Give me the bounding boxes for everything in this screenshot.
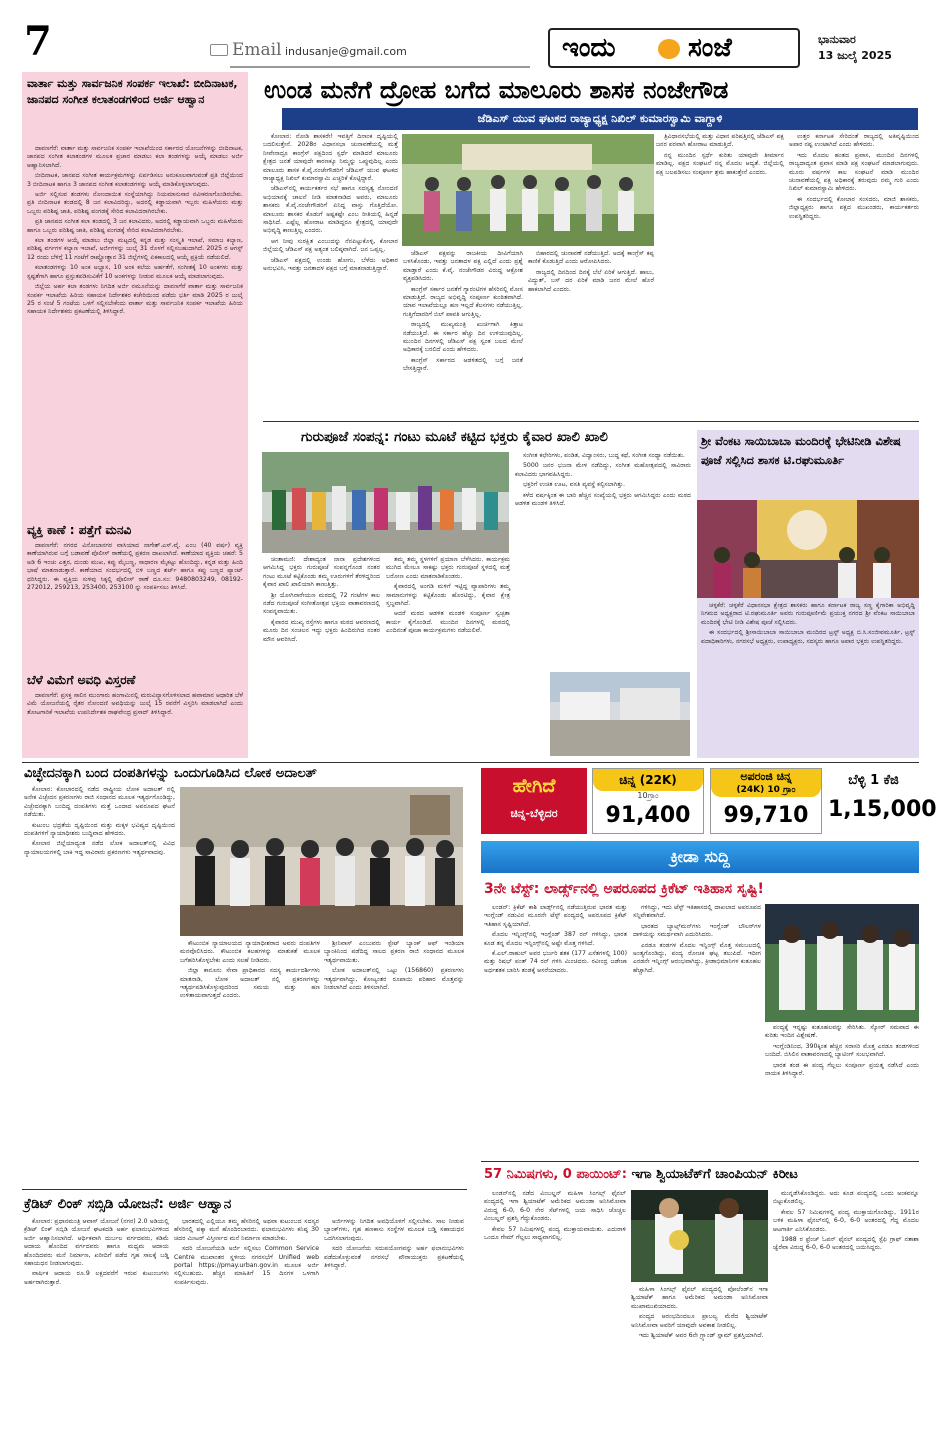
credit-col-2 (174, 1218, 319, 1440)
paragraph: ಕೌಟುಂಬಿಕ ನ್ಯಾಯಾಲಯದ ನ್ಯಾಯಾಧೀಶರಾದ ಅವರು ದಂಪತಿಗಳ ಮನವೊಲಿಸಿದರು. ಕೌಟುಂಬಿಕ ಕಲಹಗಳನ್ನು ಮಾತುಕತೆ ಮೂಲಕ ಬಗೆಹರಿಸಿಕೊಳ್ಳಬೇಕು ಎಂದು ಸಲಹೆ ನೀಡಿದರು. (180, 940, 320, 964)
notice1-title: ವಾರ್ತಾ ಮತ್ತು ಸಾರ್ವಜನಿಕ ಸಂಪರ್ಕ ಇಲಾಖೆ: ಬೀದಿನಾಟಕ, ಜಾನಪದ ಸಂಗೀತ ಕಲಾತಂಡಗಳಿಂದ ಅರ್ಜಿ ಆಹ್ವಾನ (27, 77, 238, 106)
temple-photo (697, 500, 919, 598)
lead-subtitle-bar (282, 108, 918, 130)
email-icon (210, 44, 228, 56)
page-number: 7 (24, 18, 52, 65)
paragraph: ಜಿಲ್ಲೆಯ ಅರ್ಹ ಕಲಾ ತಂಡಗಳು ನಿಗದಿತ ಅರ್ಜಿ ನಮೂನೆಯನ್ನು ದಾವಣಗೆರೆ ವಾರ್ತಾ ಮತ್ತು ಸಾರ್ವಜನಿಕ ಸಂಪರ್ಕ ಇಲಾಖೆಯ ಹಿರಿಯ ಸಹಾಯಕ ನಿರ್ದೇಶಕರ ಕಚೇರಿಯಿಂದ ಪಡೆದು ಭರ್ತಿ ಮಾಡಿ 2025 ರ ಜುಲೈ 25 ರ ಸಂಜೆ 5 ಗಂಟೆಯ ಒಳಗೆ ಸಲ್ಲಿಸಬೇಕೆಂದು ವಾರ್ತಾ ಮತ್ತು ಸಾರ್ವಜನಿಕ ಸಂಪರ್ಕ ಇಲಾಖೆಯ ಹಿರಿಯ ಸಹಾಯಕ ನಿರ್ದೇಶಕರು ಪ್ರಕಟಣೆಯಲ್ಲಿ ತಿಳಿಸಿದ್ದಾರೆ. (27, 283, 243, 316)
gold-22k-value: 91,400 (605, 803, 691, 828)
paragraph: ಸದರಿ ಯೋಜನೆಯಡಿ ಅರ್ಜಿ ಸಲ್ಲಿಸಲು Common Service Centre ಮುಖಾಂತರ ಸ್ಥಳೀಯ ನಗರಸಭೆಗೆ Unified web portal https://pmay.urban.gov.in ಮೂಲಕ ಅರ್ಜಿ ಸಲ್ಲಿಸಬಹುದು. ಹೆಚ್ಚಿನ ಮಾಹಿತಿಗೆ 15 ದಿನಗಳ ಒಳಗಾಗಿ ಸಂಪರ್ಕಿಸುವುದು. (174, 1245, 319, 1286)
paragraph: ವಾರ್ಷಿಕ ಆದಾಯ ರೂ.9 ಲಕ್ಷದವರೆಗೆ ಇರುವ ಕುಟುಂಬಗಳು ಅರ್ಹರಾಗಿರುತ್ತಾರೆ. (24, 1270, 169, 1286)
section-divider (22, 1189, 467, 1190)
gold-24k-sub: (24K) 10 ಗ್ರಾಂ (736, 785, 796, 795)
paragraph: ಆದರೆ ಮಠದ ಆಡಳಿತ ಮಂಡಳಿ ಸಂಪೂರ್ಣ ಸ್ವಚ್ಛತಾ ಕಾರ್ಯ ಕೈಗೊಂಡಿದೆ. ಮುಂದಿನ ದಿನಗಳಲ್ಲಿ ಮಠದಲ್ಲಿ ಎಂದಿನಂತೆ ಪೂಜಾ ಕಾರ್ಯಕ್ರಮಗಳು ನಡೆಯಲಿವೆ. (386, 610, 510, 635)
email-address[interactable]: indusanje@gmail.com (285, 45, 407, 58)
temple-photo-graphic (697, 500, 919, 598)
swiatek-title-rest: ಇಗಾ ಶ್ವಿಯಾಟೆಕ್‌ಗೆ ಚಾಂಪಿಯನ್ ಕಿರೀಟ (631, 1167, 798, 1182)
guru-title: ಗುರುಪೂಜೆ ಸಂಪನ್ನ: ಗಂಟು ಮೂಟೆ ಕಟ್ಟಿದ ಭಕ್ತರು ಕೈವಾರ ಖಾಲಿ ಖಾಲಿ (301, 429, 608, 445)
paragraph: ಸದರಿ ಯೋಜನೆಯ ಸದುಪಯೋಗವನ್ನು ಅರ್ಹ ಫಲಾನುಭವಿಗಳು ಪಡೆದುಕೊಳ್ಳುವಂತೆ ನಗರಸಭೆ ಪೌರಾಯುಕ್ತರು ಪ್ರಕಟಣೆಯಲ್ಲಿ ತಿಳಿಸಿದ್ದಾರೆ. (324, 1245, 464, 1270)
paragraph: ಗಳಿಸಿದ್ದು, ಇದು ಟೆಸ್ಟ್ ಇತಿಹಾಸದಲ್ಲಿ ದಾಖಲಾದ ಅಪರೂಪದ ಸನ್ನಿವೇಶವಾಗಿದೆ. (633, 904, 761, 920)
paragraph: ಆಗ ನೀವು ಸುರಕ್ಷಿತ ಎಂಬುದನ್ನು ನೆನಪಿಟ್ಟುಕೊಳ್ಳಿ, ಕೋಲಾರ ಜಿಲ್ಲೆಯಲ್ಲಿ ಜೆಡಿಎಸ್ ಪಕ್ಷ ಅತ್ಯಂತ ಬಲಿಷ್ಠವಾಗಿದೆ. ಜನ ಒಪ್ಪಲ್ಲ. (263, 237, 398, 254)
crop-body (27, 692, 243, 754)
notice1-body (27, 145, 243, 513)
paragraph: ಕೋಲಾರ: ಪ್ರಧಾನಮಂತ್ರಿ ಆವಾಸ್ ಯೋಜನೆ (ನಗರ) 2.0 ಅಡಿಯಲ್ಲಿ ಕ್ರೆಡಿಟ್ ಲಿಂಕ್ ಸಬ್ಸಿಡಿ ಯೋಜನೆ ಘಟಕದಡಿ ಅರ್ಹ ಫಲಾನುಭವಿಗಳಿಂದ ಅರ್ಜಿ ಆಹ್ವಾನಿಸಲಾಗಿದೆ. ಆರ್ಥಿಕವಾಗಿ ದುರ್ಬಲ ವರ್ಗದವರು, ಕಡಿಮೆ ಆದಾಯ ಹೊಂದಿದ ವರ್ಗದವರು ಹಾಗೂ ಮಧ್ಯಮ ಆದಾಯ ಹೊಂದಿದವರು ಮನೆ ನಿರ್ಮಾಣ, ಖರೀದಿಗೆ ಪಡೆದ ಗೃಹ ಸಾಲಕ್ಕೆ ಬಡ್ಡಿ ಸಹಾಯಧನ ನೀಡಲಾಗುವುದು. (24, 1218, 169, 1268)
day: ಭಾನುವಾರ (818, 33, 856, 46)
guru-col-2 (386, 556, 510, 756)
paragraph: ಕಾಂಗ್ರೆಸ್ ಸರ್ಕಾರ ಜನತೆಗೆ ಗ್ಯಾರಂಟಿಗಳ ಹೆಸರಿನಲ್ಲಿ ಮೋಸ ಮಾಡುತ್ತಿದೆ. ರಾಜ್ಯದ ಅಭಿವೃದ್ಧಿ ಸಂಪೂರ್ಣ ಕುಂಠಿತವಾಗಿದೆ. ಯಾವ ಇಲಾಖೆಯಲ್ಲೂ ಹಣ ಇಲ್ಲದೆ ಕೆಲಸಗಳು ನಡೆಯುತ್ತಿಲ್ಲ. ಗುತ್ತಿಗೆದಾರರಿಗೆ ಬಿಲ್ ಪಾವತಿ ಆಗುತ್ತಿಲ್ಲ. (403, 285, 523, 318)
paragraph: ಎರಡೂ ತಂಡಗಳ ಮೊದಲ ಇನ್ನಿಂಗ್ಸ್ ಮೊತ್ತ ಸಮಬಲದಲ್ಲಿ ಅಂತ್ಯಗೊಂಡಿದ್ದು, ಪಂದ್ಯ ರೋಚಕ ಘಟ್ಟ ತಲುಪಿದೆ. ಇದೀಗ ಎರಡನೇ ಇನ್ನಿಂಗ್ಸ್ ಆರಂಭವಾಗಿದ್ದು, ಕ್ರೀಡಾಭಿಮಾನಿಗಳ ಕುತೂಹಲ ಹೆಚ್ಚಾಗಿದೆ. (633, 941, 761, 974)
adalat-col-1 (24, 786, 175, 1186)
swiatek-title (484, 1164, 920, 1186)
paragraph: ಇದು ಮೊದಲ ಹಂತದ ಪ್ರವಾಸ, ಮುಂದಿನ ದಿನಗಳಲ್ಲಿ ರಾಜ್ಯದಾದ್ಯಂತ ಪ್ರವಾಸ ಮಾಡಿ ಪಕ್ಷ ಸಂಘಟನೆ ಮಾಡಲಾಗುವುದು. ಮೂರು ವರ್ಷಗಳ ಕಾಲ ಸಂಘಟನೆ ಮಾಡಿ ಮುಂದಿನ ಚುನಾವಣೆಯಲ್ಲಿ ಪಕ್ಷ ಅಧಿಕಾರಕ್ಕೆ ತರುವುದು ನಮ್ಮ ಗುರಿ ಎಂದು ನಿಖಿಲ್ ಕುಮಾರಸ್ವಾಮಿ ಹೇಳಿದರು. (789, 151, 919, 193)
paragraph: ಜೆಡಿಎಸ್‌ನಲ್ಲಿ ಕಾರ್ಯಕರ್ತರ ಸಭೆ ಹಾಗೂ ಸದಸ್ಯತ್ವ ನೋಂದಣಿ ಅಭಿಯಾನಕ್ಕೆ ಚಾಲನೆ ನೀಡಿ ಮಾತನಾಡಿದ ಅವರು, ಮಾಲೂರು ಶಾಸಕರು ಕೆ.ವೈ.ನಂಜೇಗೌಡರಿಗೆ ಏನಿದ್ದ ವಾಸ್ತು ಗೊತ್ತಿದೆಯೋ. ಮಾಲೂರು ಶಾಸಕರ ಕೊಡುಗೆ ಅಷ್ಟಕಷ್ಟೇ ಎಂಬ ರೀತಿಯಲ್ಲಿ ಹಿನ್ನಡೆ ಸಾಧಿಸಿದೆ. ಎಷ್ಟೆಲ್ಲ ಹೋರಾಟ ಮಾಡಿದ್ದರೂ ಕ್ಷೇತ್ರದಲ್ಲಿ ಯಾವುದೇ ಅಭಿವೃದ್ಧಿ ಕಾಣುತ್ತಿಲ್ಲ ಎಂದರು. (263, 185, 398, 235)
missing-body (27, 542, 243, 666)
paragraph: ಅರ್ಜಿ ಸಲ್ಲಿಸುವ ತಂಡಗಳು ನೋಂದಾಯಿತ ಸಂಸ್ಥೆಯಾಗಿದ್ದು ನಿಯಮಾನುಸಾರ ನವೀಕರಣಗೊಂಡಿರಬೇಕು. ಪ್ರತಿ ಬೀದಿನಾಟಕ ತಂಡದಲ್ಲಿ 8 ಜನ ಕಲಾವಿದರಿದ್ದು, ಅದರಲ್ಲಿ ಕಡ್ಡಾಯವಾಗಿ ಇಬ್ಬರು ಮಹಿಳೆಯರು ಮತ್ತು ಒಬ್ಬರು ಪರಿಶಿಷ್ಟ ಜಾತಿ, ಪರಿಶಿಷ್ಟ ಪಂಗಡಕ್ಕೆ ಸೇರಿದ ಕಲಾವಿದರಾಗಿರಬೇಕು. (27, 191, 243, 215)
gold-label (481, 768, 587, 834)
gold-label-bottom: ಚಿನ್ನ-ಬೆಳ್ಳಿದರ (510, 807, 558, 820)
tennis-photo (631, 1190, 768, 1282)
paragraph: ಚಿಂತಾಮಣಿ: ದೇಶಾದ್ಯಂತ ನಾನಾ ಪ್ರದೇಶಗಳಿಂದ ಆಗಮಿಸಿದ್ದ ಭಕ್ತರು ಗುರುಪೂಜೆ ಸಂಪನ್ನಗೊಂಡ ನಂತರ ಗಂಟು ಮೂಟೆ ಕಟ್ಟಿಕೊಂಡು ತಮ್ಮ ಊರುಗಳಿಗೆ ತೆರಳಿದ್ದರಿಂದ ಕೈವಾರ ಖಾಲಿ ಖಾಲಿಯಾಗಿ ಕಾಣುತ್ತಿತ್ತು. (263, 556, 380, 589)
paragraph: ಲಂಡನ್: ಕ್ರಿಕೆಟ್ ಕಾಶಿ ಲಾರ್ಡ್ಸ್‌ನಲ್ಲಿ ನಡೆಯುತ್ತಿರುವ ಭಾರತ ಮತ್ತು ಇಂಗ್ಲೆಂಡ್ ನಡುವಿನ ಮೂರನೇ ಟೆಸ್ಟ್ ಪಂದ್ಯದಲ್ಲಿ ಅಪರೂಪದ ಕ್ರಿಕೆಟ್ ಇತಿಹಾಸ ಸೃಷ್ಟಿಯಾಗಿದೆ. (484, 904, 627, 928)
section-divider (263, 421, 919, 422)
guru-col-1 (263, 556, 380, 756)
paragraph: ಭಕ್ತರಿಗೆ ಉಚಿತ ಊಟ, ವಸತಿ ವ್ಯವಸ್ಥೆ ಕಲ್ಪಿಸಲಾಗಿತ್ತು. (523, 481, 625, 489)
paragraph: ಉತ್ತರ ಕರ್ನಾಟಕ ಸೇರಿದಂತೆ ರಾಜ್ಯದಲ್ಲಿ ಅತಿವೃಷ್ಟಿಯಿಂದ ಅಪಾರ ನಷ್ಟ ಉಂಟಾಗಿದೆ ಎಂದು ಹೇಳಿದರು. (789, 133, 919, 149)
lead-col-3b (656, 133, 784, 415)
logo-text-right: ಸಂಜೆ (688, 33, 732, 63)
sports-title (484, 878, 920, 900)
paragraph: ಕಲಾತಂಡಗಳನ್ನು 10 ಅಂಕ ಅಭ್ಯಾಸ, 10 ಅಂಕ ಕಲೆಯ ಅರ್ಹತೆಗೆ, ಸಂಗೀತಕ್ಕೆ 10 ಅಂಕಗಳು ಮತ್ತು ಸ್ಪಷ್ಟತೆಗಾಗಿ ಹಾಗೂ ಪ್ರಸ್ತುತಪಡಿಸುವಿಕೆಗೆ 10 ಅಂಕಗಳನ್ನು ನೀಡುವ ಮೂಲಕ ಆಯ್ಕೆ ಮಾಡಲಾಗುವುದು. (27, 264, 243, 280)
lead-col-1 (263, 133, 398, 415)
guru-photo-2-graphic (550, 672, 690, 756)
lead-col-4 (789, 133, 919, 415)
swiatek-col-2 (631, 1286, 768, 1440)
adalat-photo (180, 787, 463, 936)
paragraph: ಕೋಲಾರ: ಕೋಲಾರದಲ್ಲಿ ನಡೆದ ರಾಷ್ಟ್ರೀಯ ಲೋಕ ಅದಾಲತ್ ನಲ್ಲಿ ಅನೇಕ ವಿಚ್ಛೇದನ ಪ್ರಕರಣಗಳು ರಾಜಿ ಸಂಧಾನದ ಮೂಲಕ ಇತ್ಯರ್ಥಗೊಂಡಿದ್ದು, ವಿಚ್ಛೇದನಕ್ಕಾಗಿ ಬಂದಿದ್ದ ದಂಪತಿಗಳು ಮತ್ತೆ ಒಂದಾದ ಅಪರೂಪದ ಘಟನೆ ನಡೆಯಿತು. (24, 786, 175, 819)
paragraph: ಕೋಲಾರ ಜಿಲ್ಲೆಯಾದ್ಯಂತ ನಡೆದ ಲೋಕ ಅದಾಲತ್‌ನಲ್ಲಿ ವಿವಿಧ ನ್ಯಾಯಾಲಯಗಳಲ್ಲಿ ಬಾಕಿ ಇದ್ದ ಸಾವಿರಾರು ಪ್ರಕರಣಗಳು ಇತ್ಯರ್ಥವಾದವು. (24, 840, 175, 856)
paragraph: ಅರ್ಜಿಗಳನ್ನು ನಿಗದಿತ ಅವಧಿಯೊಳಗೆ ಸಲ್ಲಿಸಬೇಕು. ಸಾಲ ನೀಡುವ ಬ್ಯಾಂಕ್‌ಗಳು, ಗೃಹ ಹಣಕಾಸು ಸಂಸ್ಥೆಗಳ ಮೂಲಕ ಬಡ್ಡಿ ಸಹಾಯಧನ ಒದಗಿಸಲಾಗುವುದು. (324, 1218, 464, 1242)
paragraph: ಪ್ರತಿ ಜಾನಪದ ಸಂಗೀತ ಕಲಾ ತಂಡದಲ್ಲಿ 3 ಜನ ಕಲಾವಿದರು, ಅದರಲ್ಲಿ ಕಡ್ಡಾಯವಾಗಿ ಒಬ್ಬರು ಮಹಿಳೆಯರು ಹಾಗೂ ಒಬ್ಬರು ಪರಿಶಿಷ್ಟ ಜಾತಿ, ಪರಿಶಿಷ್ಟ ಪಂಗಡಕ್ಕೆ ಸೇರಿದ ಕಲಾವಿದರಾಗಿರಬೇಕು. (27, 218, 243, 234)
paragraph: 5000 ಜನರ ಭಜನಾ ಮೇಳ ನಡೆದಿದ್ದು, ಸಂಗೀತ ಮಹೋತ್ಸವದಲ್ಲಿ ಸಾವಿರಾರು ಕಲಾವಿದರು ಭಾಗವಹಿಸಿದ್ದರು. (515, 462, 691, 478)
adalat-col-3 (324, 940, 464, 1186)
paragraph: ಕುಟುಂಬ ಭದ್ರತೆಯ ದೃಷ್ಟಿಯಿಂದ ಮತ್ತು ಮಕ್ಕಳ ಭವಿಷ್ಯದ ದೃಷ್ಟಿಯಿಂದ ದಂಪತಿಗಳಿಗೆ ನ್ಯಾಯಾಧೀಶರು ಬುದ್ಧಿವಾದ ಹೇಳಿದರು. (24, 821, 175, 838)
tennis-photo-graphic (631, 1190, 768, 1282)
sports-col-1 (484, 904, 627, 1157)
missing-title: ವ್ಯಕ್ತಿ ಕಾಣೆ : ಪತ್ತೆಗೆ ಮನವಿ (27, 523, 132, 537)
guru-photo-2 (550, 672, 690, 756)
email-label: Email (232, 40, 282, 60)
credit-col-1 (24, 1218, 169, 1440)
paragraph: ಶ್ರೀನಿವಾಸ್ ಎಂಬುವರು ಸ್ಟೇಟ್ ಬ್ಯಾಂಕ್ ಆಫ್ ಇಂಡಿಯಾ ಬ್ಯಾಂಕಿನಿಂದ ಪಡೆದಿದ್ದ ಸಾಲದ ಪ್ರಕರಣ ರಾಜಿ ಸಂಧಾನದ ಮೂಲಕ ಇತ್ಯರ್ಥವಾಯಿತು. (324, 940, 464, 964)
section-divider (22, 762, 919, 763)
sports-banner-text: ಕ್ರೀಡಾ ಸುದ್ದಿ (670, 847, 730, 866)
temple-body (701, 602, 915, 756)
silver-title: ಬೆಳ್ಳಿ 1 ಕೆಜಿ (848, 773, 899, 788)
gold-24k-title: ಅಪರಂಜಿ ಚಿನ್ನ (740, 770, 792, 783)
sports-title-prefix: 3ನೇ ಟೆಸ್ಟ್: (484, 881, 545, 897)
temple-title: ಶ್ರೀ ವೆಂಕಟ ಸಾಯಿಬಾಬಾ ಮಂದಿರಕ್ಕೆ ಭೇಟಿನೀಡಿ ವಿಶೇಷ ಪೂಜೆ ಸಲ್ಲಿಸಿದ ಶಾಸಕ ಟಿ.ರಘುಮೂರ್ತಿ (701, 434, 901, 467)
adalat-col-2 (180, 940, 320, 1186)
paragraph: ಇಂಗ್ಲೆಂಡಿನಿಂದ, 390ಕ್ಕಿಂತ ಹೆಚ್ಚಿನ ಸರಾಸರಿ ಮೊತ್ತ ಎರಡೂ ತಂಡಗಳಿಂದ ಬಂದಿದೆ. ಬಿಸಿಲಿನ ವಾತಾವರಣದಲ್ಲಿ ಬ್ಯಾಟಿಂಗ್ ಸುಲಭವಾಗಿದೆ. (765, 1042, 919, 1059)
swiatek-title-prefix: 57 ನಿಮಿಷಗಳು, 0 ಪಾಯಿಂಟ್: (484, 1167, 632, 1182)
guru-col-3 (515, 452, 691, 670)
credit-title: ಕ್ರೆಡಿಟ್ ಲಿಂಕ್ ಸಬ್ಸಿಡಿ ಯೋಜನೆ: ಅರ್ಜಿ ಆಹ್ವಾನ (24, 1196, 232, 1212)
paragraph: ದಾವಣಗೆರೆ: ಪ್ರಸಕ್ತ ಸಾಲಿನ ಮುಂಗಾರು ಹಂಗಾಮಿನಲ್ಲಿ ಮರುವಿನ್ಯಾಸಗೊಳಿಸಲಾದ ಹವಾಮಾನ ಆಧಾರಿತ ಬೆಳೆ ವಿಮೆ ಯೋಜನೆಯಲ್ಲಿ ರೈತರ ನೋಂದಣಿ ಅವಧಿಯನ್ನು ಜುಲೈ 15 ರವರೆಗೆ ವಿಸ್ತರಿಸಿ ಮಾಡಲಾಗಿದೆ ಎಂದು ತೋಟಗಾರಿಕೆ ಇಲಾಖೆಯ ಉಪನಿರ್ದೇಶಕ ರಾಘವೇಂದ್ರ ಪ್ರಸಾದ್ ತಿಳಿಸಿದ್ದಾರೆ. (27, 692, 243, 716)
adalat-photo-graphic (180, 787, 463, 936)
paragraph: ಪಂದ್ಯಕ್ಕೆ ಇನ್ನಷ್ಟು ಕುತೂಹಲವನ್ನು ಸೇರಿಸಿತು. ಸ್ಕೋರ್ ಸಮವಾದ ಈ ಕುರಿತು ಇಂದಿನ ವಿಶ್ಲೇಷಣೆ. (765, 1024, 919, 1040)
masthead-rule (230, 66, 530, 68)
paragraph: ಈ ಸಂದರ್ಭದಲ್ಲಿ ಕೋಲಾರ ಸಂಸದರು, ಮಾಜಿ ಶಾಸಕರು, ಜಿಲ್ಲಾಧ್ಯಕ್ಷರು ಹಾಗೂ ಪಕ್ಷದ ಮುಖಂಡರು, ಕಾರ್ಯಕರ್ತರು ಉಪಸ್ಥಿತರಿದ್ದರು. (789, 195, 919, 220)
paragraph: ಜೆಡಿಎಸ್ ಪಕ್ಷದಲ್ಲಿ ಉಂಡು ಹೋಗು, ಬೆಳೆದು ಅಧಿಕಾರ ಅನುಭವಿಸಿ, ಇವತ್ತು ಜನತಾದಳ ಪಕ್ಷದ ಬಗ್ಗೆ ಮಾತನಾಡುತ್ತಿದ್ದಾರೆ. (263, 256, 398, 273)
guru-photo (262, 452, 509, 553)
paragraph: ಜಿಲ್ಲಾ ಕಾನೂನು ಸೇವಾ ಪ್ರಾಧಿಕಾರದ ಸದಸ್ಯ ಕಾರ್ಯದರ್ಶಿಗಳು ಮಾತನಾಡಿ, ಲೋಕ ಅದಾಲತ್ ನಲ್ಲಿ ಪ್ರಕರಣಗಳನ್ನು ಇತ್ಯರ್ಥಪಡಿಸಿಕೊಳ್ಳುವುದರಿಂದ ಸಮಯ ಮತ್ತು ಹಣ ಉಳಿತಾಯವಾಗುತ್ತದೆ ಎಂದರು. (180, 967, 320, 1000)
paragraph: ಕೇವಲ 57 ನಿಮಿಷಗಳಲ್ಲಿ ಪಂದ್ಯ ಮುಕ್ತಾಯಗೊಂಡಿದ್ದು, 1911ರ ಬಳಿಕ ಮಹಿಳಾ ಫೈನಲ್‌ನಲ್ಲಿ 6-0, 6-0 ಅಂತರದಲ್ಲಿ ಗೆದ್ದ ಮೊದಲ ಆಟಗಾರ್ತಿ ಎನಿಸಿಕೊಂಡರು. (773, 1208, 919, 1233)
gold-22k-sub: 10ಗ್ರಾಂ (637, 791, 659, 800)
paragraph: ರಾಜ್ಯದಲ್ಲಿ ದಿನದಿಂದ ದಿನಕ್ಕೆ ಬೆಲೆ ಏರಿಕೆ ಆಗುತ್ತಿದೆ. ಹಾಲು, ವಿದ್ಯುತ್, ಬಸ್ ದರ ಏರಿಕೆ ಮಾಡಿ ಜನರ ಮೇಲೆ ಹೊರೆ ಹಾಕಲಾಗಿದೆ ಎಂದರು. (528, 268, 654, 293)
paragraph: ದಾವಣಗೆರೆ: ನಗರದ ವಿನೋಬಾನಗರ ವಾಸಿಯಾದ ನಾಗೇಶ್.ಎಸ್.ವೈ. ಎಂಬ (40 ವರ್ಷ) ವ್ಯಕ್ತಿ ಕಾಣೆಯಾಗಿರುವ ಬಗ್ಗೆ ಬಡಾವಣೆ ಪೊಲೀಸ್ ಠಾಣೆಯಲ್ಲಿ ಪ್ರಕರಣ ದಾಖಲಾಗಿದೆ. ಕಾಣೆಯಾದ ವ್ಯಕ್ತಿಯ ಚಹರೆ: 5 ಅಡಿ 6 ಇಂಚು ಎತ್ತರ, ದುಂಡು ಮುಖ, ಕಪ್ಪು ಮೈಬಣ್ಣ, ಸಾಧಾರಣ ಮೈಕಟ್ಟು ಹೊಂದಿದ್ದು, ಕನ್ನಡ ಮತ್ತು ಹಿಂದಿ ಭಾಷೆ ಮಾತನಾಡುತ್ತಾರೆ. ಕಾಣೆಯಾದ ಸಂದರ್ಭದಲ್ಲಿ ಬಿಳಿ ಬಣ್ಣದ ಶರ್ಟ್ ಹಾಗೂ ಕಪ್ಪು ಬಣ್ಣದ ಪ್ಯಾಂಟ್ ಧರಿಸಿದ್ದರು. ಈ ವ್ಯಕ್ತಿಯ ಸುಳಿವು ಸಿಕ್ಕಲ್ಲಿ ಪೊಲೀಸ್ ಠಾಣೆ ದೂ.ಸಂ: 9480803249, 08192-272012, 259213, 253400, 253100 ನ್ನು ಸಂಪರ್ಕಿಸಲು ತಿಳಿಸಿದೆ. (27, 542, 243, 592)
gold-24k-box (710, 768, 822, 834)
credit-col-3 (324, 1218, 464, 1440)
logo-text-left: ಇಂದು (562, 33, 616, 63)
silver-box (828, 768, 937, 834)
paragraph: ಇದು ಶ್ವಿಯಾಟೆಕ್ ಅವರ 6ನೇ ಗ್ರ್ಯಾಂಡ್ ಸ್ಲಾಮ್ ಪ್ರಶಸ್ತಿಯಾಗಿದೆ. (639, 1332, 764, 1340)
paragraph: ರಾಜ್ಯದಲ್ಲಿ ಮುಖ್ಯಮಂತ್ರಿ ಖುರ್ಚಿಗಾಗಿ ಕಿತ್ತಾಟ ನಡೆಯುತ್ತಿದೆ. ಈ ಸರ್ಕಾರ ಹೆಚ್ಚು ದಿನ ಉಳಿಯುವುದಿಲ್ಲ. ಮುಂದಿನ ದಿನಗಳಲ್ಲಿ ಜೆಡಿಎಸ್ ಪಕ್ಷ ಸ್ವಂತ ಬಲದ ಮೇಲೆ ಅಧಿಕಾರಕ್ಕೆ ಬರಲಿದೆ ಎಂದು ಹೇಳಿದರು. (403, 321, 523, 354)
paragraph: ದಾವಣಗೆರೆ: ವಾರ್ತಾ ಮತ್ತು ಸಾರ್ವಜನಿಕ ಸಂಪರ್ಕ ಇಲಾಖೆಯಿಂದ ಸರ್ಕಾರದ ಯೋಜನೆಗಳನ್ನು ಬೀದಿನಾಟಕ, ಜಾನಪದ ಸಂಗೀತ ಕಲಾತಂಡಗಳ ಮೂಲಕ ಪ್ರಚಾರ ಮಾಡಲು ಕಲಾ ತಂಡಗಳನ್ನು ಆಯ್ಕೆ ಮಾಡಲು ಅರ್ಜಿ ಆಹ್ವಾನಿಸಲಾಗಿದೆ. (27, 145, 243, 169)
paragraph: ಚಳ್ಳಕೆರೆ: ಚಳ್ಳಕೆರೆ ವಿಧಾನಸಭಾ ಕ್ಷೇತ್ರದ ಶಾಸಕರು ಹಾಗೂ ಕರ್ನಾಟಕ ರಾಜ್ಯ ಸಣ್ಣ ಕೈಗಾರಿಕಾ ಅಭಿವೃದ್ಧಿ ನಿಗಮದ ಅಧ್ಯಕ್ಷರಾದ ಟಿ.ರಘುಮೂರ್ತಿ ಅವರು ಗುರುಪೂರ್ಣಿಮೆ ಪ್ರಯುಕ್ತ ನಗರದ ಶ್ರೀ ವೆಂಕಟ ಸಾಯಿಬಾಬಾ ಮಂದಿರಕ್ಕೆ ಭೇಟಿ ನೀಡಿ ವಿಶೇಷ ಪೂಜೆ ಸಲ್ಲಿಸಿದರು. (701, 602, 915, 626)
paragraph: 1988 ರ ಫ್ರೆಂಚ್ ಓಪನ್ ಫೈನಲ್ ಪಂದ್ಯದಲ್ಲಿ ಸ್ಟೆಫಿ ಗ್ರಾಫ್ ನತಾಶಾ ಜ್ವೆರೆವಾ ವಿರುದ್ಧ 6-0, 6-0 ಅಂತರದಲ್ಲಿ ಜಯಿಸಿದ್ದರು. (773, 1236, 919, 1252)
lead-col-2 (403, 250, 523, 415)
paragraph: ಭಾರತ ತಂಡ ಈ ಪಂದ್ಯ ಗೆಲ್ಲಲು ಸಂಪೂರ್ಣ ಪ್ರಯತ್ನ ನಡೆಸಿದೆ ಎಂದು ನಾಯಕ ತಿಳಿಸಿದ್ದಾರೆ. (765, 1061, 919, 1078)
paragraph: ಲೋಕ ಅದಾಲತ್‌ನಲ್ಲಿ ಒಟ್ಟು (156860) ಪ್ರಕರಣಗಳು ಇತ್ಯರ್ಥವಾಗಿದ್ದು, ಕೋಟ್ಯಂತರ ರೂಪಾಯಿ ಪರಿಹಾರ ಮೊತ್ತವನ್ನು ನೀಡಲಾಗಿದೆ ಎಂದು ತಿಳಿಸಲಾಗಿದೆ. (324, 967, 464, 992)
paragraph: ಮಹಿಳಾ ಸಿಂಗಲ್ಸ್ ಫೈನಲ್ ಪಂದ್ಯದಲ್ಲಿ ಪೋಲೆಂಡ್‌ನ ಇಗಾ ಶ್ವಿಯಾಟೆಕ್ ಹಾಗೂ ಅಮೆರಿಕದ ಅಮಂಡಾ ಅನಿಸಿಮೋವಾ ಮುಖಾಮುಖಿಯಾದರು. (631, 1286, 768, 1310)
cricket-photo-graphic (765, 904, 919, 1022)
gold-24k-value: 99,710 (723, 803, 809, 828)
swiatek-col-1 (484, 1190, 626, 1440)
paragraph: ಕೇವಲ 57 ನಿಮಿಷಗಳಲ್ಲಿ ಪಂದ್ಯ ಮುಕ್ತಾಯವಾಯಿತು. ಎದುರಾಳಿ ಒಂದೂ ಗೇಮ್ ಗೆಲ್ಲಲು ಸಾಧ್ಯವಾಗಲಿಲ್ಲ. (484, 1225, 626, 1242)
guru-photo-graphic (262, 452, 509, 553)
gold-22k-box (592, 768, 704, 834)
paragraph: ಬಿಹಾರದಲ್ಲಿ ಚುನಾವಣೆ ನಡೆಯುತ್ತಿದೆ. ಅದಕ್ಕೆ ಕಾಂಗ್ರೆಸ್ ಕಪ್ಪ ಕಾಣಿಕೆ ಕೊಡುತ್ತಿದೆ ಎಂದು ಆರೋಪಿಸಿದರು. (528, 250, 654, 266)
silver-value: 1,15,000 (828, 797, 937, 822)
paragraph: ಭಾರತದ ಬ್ಯಾಟ್ಸ್‌ಮನ್‌ಗಳು ಇಂಗ್ಲೆಂಡ್ ಬೌಲರ್‌ಗಳ ದಾಳಿಯನ್ನು ಸಮರ್ಥವಾಗಿ ಎದುರಿಸಿದರು. (633, 922, 761, 939)
paragraph: ತ್ರಿವಿಧಾನಸಭೆಯಲ್ಲಿ ಮತ್ತು ವಿಧಾನ ಪರಿಷತ್ತಿನಲ್ಲಿ ಜೆಡಿಎಸ್ ಪಕ್ಷ ಜನರ ಪರವಾಗಿ ಹೋರಾಟ ಮಾಡುತ್ತಿದೆ. (656, 133, 784, 149)
sports-title-rest: ಲಾರ್ಡ್ಸ್‌ನಲ್ಲಿ ಅಪರೂಪದ ಕ್ರಿಕೆಟ್ ಇತಿಹಾಸ ಸೃಷ್ಟಿ! (544, 881, 764, 897)
swiatek-col-3 (773, 1190, 919, 1440)
paragraph: ಸಂಗೀತ ಕಛೇರಿಗಳು, ಪಂಡಿತ, ವಿದ್ವಾಂಸರು, ಬುದ್ಧ ಕಥೆ, ಸಂಗೀತ ಸಂಧ್ಯಾ ನಡೆಯಿತು. (523, 452, 686, 459)
section-divider (481, 1161, 919, 1162)
paragraph: ಮುನ್ನಡೆಸಿಕೊಂಡಿದ್ದರು. ಅದು ಕೂಡ ಪಂದ್ಯದಲ್ಲಿ ಒಂದು ಅಂಕವನ್ನೂ ಬಿಟ್ಟುಕೊಡಲಿಲ್ಲ. (773, 1190, 919, 1206)
lead-col-3 (528, 250, 654, 415)
paragraph: ಭಾರತದಲ್ಲಿ ಎಲ್ಲಿಯೂ ತಮ್ಮ ಹೆಸರಿನಲ್ಲಿ ಅಥವಾ ಕುಟುಂಬದ ಸದಸ್ಯರ ಹೆಸರಿನಲ್ಲಿ ಪಕ್ಕಾ ಮನೆ ಹೊಂದಿರಬಾರದು. ಫಲಾನುಭವಿಗಳು ಕನಿಷ್ಠ 30 ಚದರ ಮೀಟರ್ ವಿಸ್ತೀರ್ಣದ ಮನೆ ನಿರ್ಮಾಣ ಮಾಡಬೇಕು. (174, 1218, 319, 1242)
paragraph: ಕಾಂಗ್ರೆಸ್ ಸರ್ಕಾರದ ಆಡಳಿತದಲ್ಲಿ ಬಗ್ಗೆ ಜನತೆ ಬೇಸತ್ತಿದ್ದಾರೆ. (403, 356, 523, 373)
paragraph: ಕೈವಾರದಲ್ಲಿ ಅಂಗಡಿ ಮಳಿಗೆ ಇಟ್ಟಿದ್ದ ವ್ಯಾಪಾರಿಗಳು ತಮ್ಮ ಸಾಮಾನುಗಳನ್ನು ಕಟ್ಟಿಕೊಂಡು ಹೊರಟಿದ್ದು, ಕೈವಾರ ಕ್ಷೇತ್ರ ಸ್ತಬ್ಧವಾಗಿದೆ. (386, 583, 510, 608)
lead-photo (402, 134, 654, 246)
cricket-photo (765, 904, 919, 1022)
paragraph: ಕಲಾ ತಂಡಗಳ ಆಯ್ಕೆ ಮಾಡಲು ಜಿಲ್ಲಾ ಮಟ್ಟದಲ್ಲಿ ಕನ್ನಡ ಮತ್ತು ಸಂಸ್ಕೃತಿ ಇಲಾಖೆ, ಸಮಾಜ ಕಲ್ಯಾಣ, ಪರಿಶಿಷ್ಟ ವರ್ಗಗಳ ಕಲ್ಯಾಣ ಇಲಾಖೆ, ಅರ್ಜಿಗಳನ್ನು ಜುಲೈ 31 ರೊಳಗೆ ಸಲ್ಲಿಸಬಹುದಾಗಿದೆ. 2025 ರ ಆಗಸ್ಟ್ 12 ರಂದು ಬೆಳಿಗ್ಗೆ 11 ಗಂಟೆಗೆ ರಾಷ್ಟ್ರೋತ್ಥಾನ 31 ಜಿಲ್ಲೆಗಳಲ್ಲಿ ಏಕಕಾಲದಲ್ಲಿ ಆಯ್ಕೆ ಪ್ರಕ್ರಿಯೆ ನಡೆಯಲಿದೆ. (27, 237, 243, 261)
adalat-title: ವಿಚ್ಛೇದನಕ್ಕಾಗಿ ಬಂದ ದಂಪತಿಗಳನ್ನು ಒಂದುಗೂಡಿಸಿದ ಲೋಕ ಅದಾಲತ್ (24, 766, 317, 781)
lead-photo-graphic (402, 134, 654, 246)
paragraph: ಬೀದಿನಾಟಕ, ಜಾನಪದ ಸಂಗೀತ ಕಾರ್ಯಕ್ರಮಗಳನ್ನು ಏರ್ಪಡಿಸಲು ಅನುಕೂಲವಾಗುವಂತೆ ಪ್ರತಿ ಜಿಲ್ಲೆಯಿಂದ 3 ಬೀದಿನಾಟಕ ಹಾಗೂ 3 ಜಾನಪದ ಸಂಗೀತ ಕಲಾತಂಡಗಳನ್ನು ಆಯ್ಕೆ ಮಾಡಿಕೊಳ್ಳಲಾಗುವುದು. (27, 172, 243, 188)
paragraph: ಕೆ.ಎಲ್.ರಾಹುಲ್ ಅವರ ಭರ್ಜರಿ ಶತಕ (177 ಎಸೆತಗಳಲ್ಲಿ 100) ಮತ್ತು ರಿಷಭ್ ಪಂತ್ 74 ರನ್ ಗಳಿಸಿ ಮಿಂಚಿದರು. ರವೀಂದ್ರ ಜಡೇಜಾ ಅರ್ಧಶತಕ ಬಾರಿಸಿ ತಂಡಕ್ಕೆ ಆಸರೆಯಾದರು. (484, 950, 627, 974)
paragraph: ನನ್ನ ಮುಂದಿನ ಸ್ಪರ್ಧೆ ಕುರಿತು ಯಾವುದೇ ತೀರ್ಮಾನ ಮಾಡಿಲ್ಲ. ಪಕ್ಷದ ಸಂಘಟನೆ ನನ್ನ ಮೊದಲ ಆದ್ಯತೆ. ಜಿಲ್ಲೆಯಲ್ಲಿ ಪಕ್ಷ ಬಲಪಡಿಸಲು ಸಂಪೂರ್ಣ ಶ್ರಮ ಹಾಕುತ್ತೇನೆ ಎಂದರು. (656, 151, 784, 176)
paragraph: ಶ್ರೀ ಯೋಗಿನಾರೇಯಣ ಮಠದಲ್ಲಿ 72 ಗಂಟೆಗಳ ಕಾಲ ನಡೆದ ಗುರುಪೂಜೆ ಸಂಗೀತೋತ್ಸವ ಭಕ್ತಿಯ ವಾತಾವರಣದಲ್ಲಿ ಸಂಪನ್ನವಾಯಿತು. (263, 591, 380, 616)
paragraph: ಪಂದ್ಯದ ಆರಂಭದಿಂದಲೂ ಪ್ರಾಬಲ್ಯ ಮೆರೆದ ಶ್ವಿಯಾಟೆಕ್ ಅನಿಸಿಮೋವಾ ಅವರಿಗೆ ಯಾವುದೇ ಅವಕಾಶ ನೀಡಲಿಲ್ಲ. (631, 1313, 768, 1329)
paragraph: ಜೆಡಿಎಸ್ ಪಕ್ಷವನ್ನು ರಾಜಕೀಯ ದೀವಿಗೆಯಾಗಿ ಬಳಸಿಕೊಂಡು, ಇವತ್ತು ಜನತಾದಳ ಪಕ್ಷ ಎಲ್ಲಿದೆ ಎಂದು ಪ್ರಶ್ನೆ ಮಾಡ್ತಾರೆ ಎಂದು ಕೆ.ವೈ. ನಂಜೇಗೌಡರ ವಿರುದ್ಧ ಆಕ್ರೋಶ ವ್ಯಕ್ತಪಡಿಸಿದರು. (403, 250, 523, 283)
lead-subtitle: ಜೆಡಿಎಸ್ ಯುವ ಘಟಕದ ರಾಜ್ಯಾಧ್ಯಕ್ಷ ನಿಖಿಲ್ ಕುಮಾರಸ್ವಾಮಿ ವಾಗ್ದಾಳಿ (477, 112, 723, 125)
paragraph: ಲಂಡನ್‌ನಲ್ಲಿ ನಡೆದ ವಿಂಬಲ್ಡನ್ ಮಹಿಳಾ ಸಿಂಗಲ್ಸ್ ಫೈನಲ್ ಪಂದ್ಯದಲ್ಲಿ ಇಗಾ ಶ್ವಿಯಾಟೆಕ್ ಅಮೆರಿಕದ ಅಮಂಡಾ ಅನಿಸಿಮೋವಾ ವಿರುದ್ಧ 6-0, 6-0 ನೇರ ಸೆಟ್‌ಗಳಲ್ಲಿ ಜಯ ಸಾಧಿಸಿ ಚೊಚ್ಚಲ ವಿಂಬಲ್ಡನ್ ಪ್ರಶಸ್ತಿ ಗೆದ್ದುಕೊಂಡರು. (484, 1190, 626, 1223)
masthead (0, 0, 945, 70)
paragraph: ಕೋಲಾರ: ನೋಡಿ ಶಾಸಕರೇ! ಇವತ್ತಿಗೆ ದಿನಾಂಕ ದೃಷ್ಟಿಯಲ್ಲಿ ಬದಲಿಸುತ್ತೇನೆ. 2028ರ ವಿಧಾನಸಭಾ ಚುನಾವಣೆಯಲ್ಲಿ ಮತ್ತೆ ನೀವೇನಾದ್ರೂ ಕಾಂಗ್ರೆಸ್ ಪಕ್ಷದಿಂದ ಸ್ಪರ್ಧೆ ಮಾಡಿದರೆ ಮಾಲೂರು ಕ್ಷೇತ್ರದ ಜನತೆ ಯಾವುದೇ ಕಾರಣಕ್ಕೂ ನಿಮ್ಮನ್ನು ಒಪ್ಪುವುದಿಲ್ಲ ಎಂದು ಮಾಲೂರು ಶಾಸಕ ಕೆ.ವೈ.ನಂಜೇಗೌಡರಿಗೆ ಜೆಡಿಎಸ್ ಯುವ ಘಟಕದ ರಾಜ್ಯಾಧ್ಯಕ್ಷ ನಿಖಿಲ್ ಕುಮಾರಸ್ವಾಮಿ ಎಚ್ಚರಿಕೆ ಕೊಟ್ಟಿದ್ದಾರೆ. (263, 133, 398, 183)
sun-icon (658, 39, 680, 59)
sports-banner (481, 841, 919, 873)
crop-title: ಬೆಳೆ ವಿಮೆಗೆ ಅವಧಿ ವಿಸ್ತರಣೆ (27, 673, 136, 687)
logo (548, 28, 800, 68)
lead-title: ಉಂಡ ಮನೆಗೆ ದ್ರೋಹ ಬಗೆದ ಮಾಲೂರು ಶಾಸಕ ನಂಜೇಗೌಡ (264, 76, 729, 104)
sports-col-2 (633, 904, 761, 1157)
date: 13 ಜುಲೈ 2025 (818, 49, 892, 62)
paragraph: ಕಳೆದ ವರ್ಷಕ್ಕಿಂತ ಈ ಬಾರಿ ಹೆಚ್ಚಿನ ಸಂಖ್ಯೆಯಲ್ಲಿ ಭಕ್ತರು ಆಗಮಿಸಿದ್ದರು ಎಂದು ಮಠದ ಆಡಳಿತ ಮಂಡಳಿ ತಿಳಿಸಿದೆ. (515, 491, 691, 508)
paragraph: ತಮ್ಮ ತಮ್ಮ ಸ್ಥಳಗಳಿಗೆ ಪ್ರಯಾಣ ಬೆಳೆಸಿದರು. ಕಾರ್ಯಕ್ರಮ ಮುಗಿದ ಮೇಲೂ ಸಾಕಷ್ಟು ಭಕ್ತರು ಗುರುಪೂಜೆ ಸ್ಥಳದಲ್ಲಿ ಮತ್ತೆ ಬರೋಣ ಎಂದು ಮಾತನಾಡಿಕೊಂಡರು. (386, 556, 510, 580)
sports-col-3 (765, 1024, 919, 1157)
gold-22k-title: ಚಿನ್ನ (22K) (619, 773, 677, 787)
gold-label-top: ಹೇಗಿದೆ (512, 775, 556, 797)
paragraph: ಮೊದಲ ಇನ್ನಿಂಗ್ಸ್‌ನಲ್ಲಿ ಇಂಗ್ಲೆಂಡ್ 387 ರನ್ ಗಳಿಸಿದ್ದು, ಭಾರತ ಕೂಡ ತನ್ನ ಮೊದಲ ಇನ್ನಿಂಗ್ಸ್‌ನಲ್ಲಿ ಅಷ್ಟೇ ಮೊತ್ತ ಗಳಿಸಿದೆ. (484, 931, 627, 947)
paragraph: ಕೈವಾರದ ಮುಖ್ಯ ರಸ್ತೆಗಳು ಹಾಗೂ ಮಠದ ಆವರಣದಲ್ಲಿ ಮೂರು ದಿನ ಸಂಚಲನ ಇದ್ದು ಭಕ್ತರು ಹಿಂದಿರುಗಿದ ನಂತರ ಮೌನ ಆವರಿಸಿದೆ. (263, 618, 380, 643)
paragraph: ಈ ಸಂದರ್ಭದಲ್ಲಿ ಶ್ರೀಸಾಯಿಬಾಬಾ ಸಾಯಿಬಾಬಾ ಮಂದಿರದ ಟ್ರಸ್ಟ್ ಅಧ್ಯಕ್ಷ ಬಿ.ಸಿ.ಸಂಜೀವಮೂರ್ತಿ, ಟ್ರಸ್ಟ್ ಪದಾಧಿಕಾರಿಗಳು, ನಗರಸಭೆ ಅಧ್ಯಕ್ಷರು, ಉಪಾಧ್ಯಕ್ಷರು, ಸದಸ್ಯರು ಹಾಗೂ ಅಪಾರ ಭಕ್ತರು ಉಪಸ್ಥಿತರಿದ್ದರು. (701, 629, 915, 645)
